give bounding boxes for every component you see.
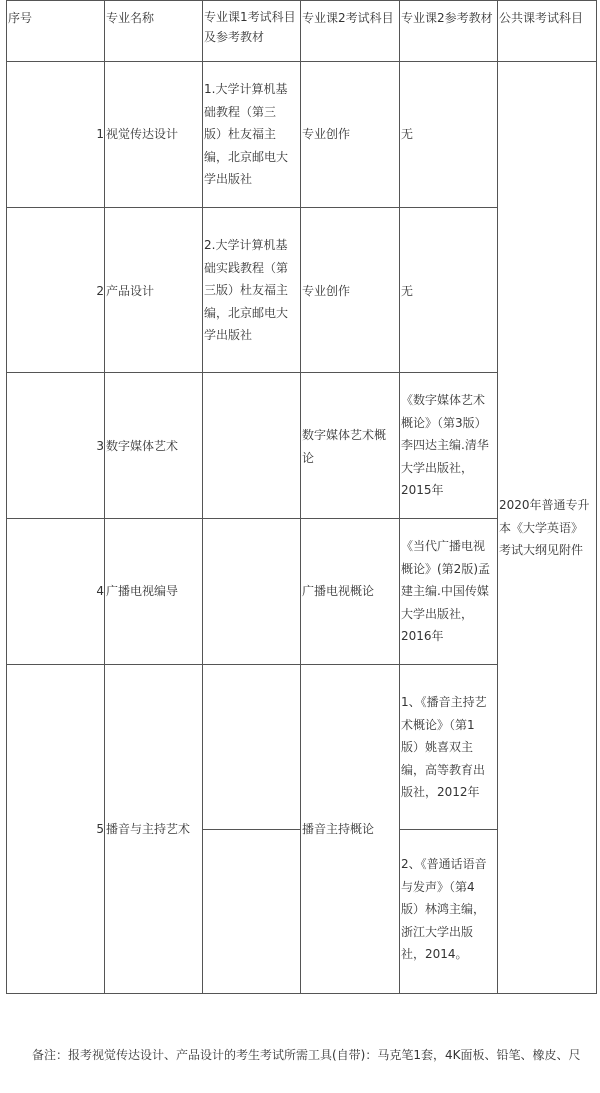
row2-major: 产品设计 bbox=[106, 284, 155, 298]
row1-course2: 专业创作 bbox=[302, 127, 351, 141]
row2-course2: 专业创作 bbox=[302, 284, 351, 298]
header-course2: 专业课2考试科目 bbox=[302, 11, 394, 25]
row4-textbook2: 《当代广播电视 概论》(第2版)孟 建主编.中国传媒 大学出版社， 2016年 bbox=[401, 539, 490, 643]
row5-textbook2-a: 1、《播音主持艺 术概论》（第1 版）姚喜双主 编，高等教育出 版社，2012年 bbox=[401, 695, 487, 799]
row5-textbook2-b: 2、《普通话语音 与发声》（第4 版）林鸿主编， 浙江大学出版 社，2014。 bbox=[401, 857, 487, 961]
row1-major: 视觉传达设计 bbox=[106, 127, 179, 141]
header-textbook2: 专业课2参考教材 bbox=[401, 11, 493, 25]
row3-major: 数字媒体艺术 bbox=[106, 439, 179, 453]
row2-no: 2 bbox=[96, 284, 104, 298]
row3-textbook2: 《数字媒体艺术 概论》（第3版） 李四达主编.清华 大学出版社， 2015年 bbox=[401, 393, 489, 497]
footnote: 备注：报考视觉传达设计、产品设计的考生考试所需工具(自带)：马克笔1套，4K面板、铅笔、橡皮、尺 bbox=[32, 1048, 581, 1062]
row2-course1: 2.大学计算机基 础实践教程（第 三版）杜友福主 编，北京邮电大 学出版社 bbox=[204, 238, 289, 342]
row5-major: 播音与主持艺术 bbox=[106, 822, 191, 836]
row3-course2: 数字媒体艺术概 论 bbox=[302, 428, 387, 465]
header-no: 序号 bbox=[8, 11, 33, 25]
row5-no: 5 bbox=[96, 822, 104, 836]
row4-major: 广播电视编导 bbox=[106, 584, 179, 598]
header-course1: 专业课1考试科目 及参考教材 bbox=[204, 10, 296, 44]
row3-no: 3 bbox=[96, 439, 104, 453]
row4-no: 4 bbox=[96, 584, 104, 598]
row5-course2: 播音主持概论 bbox=[302, 822, 375, 836]
row1-course1: 1.大学计算机基 础教程（第三 版）杜友福主 编，北京邮电大 学出版社 bbox=[204, 82, 289, 186]
header-major: 专业名称 bbox=[106, 11, 155, 25]
row1-no: 1 bbox=[96, 127, 104, 141]
public-course: 2020年普通专升 本《大学英语》 考试大纲见附件 bbox=[499, 498, 590, 557]
row1-textbook2: 无 bbox=[401, 127, 414, 141]
row2-textbook2: 无 bbox=[401, 284, 414, 298]
row4-course2: 广播电视概论 bbox=[302, 584, 375, 598]
header-public: 公共课考试科目 bbox=[499, 11, 584, 25]
